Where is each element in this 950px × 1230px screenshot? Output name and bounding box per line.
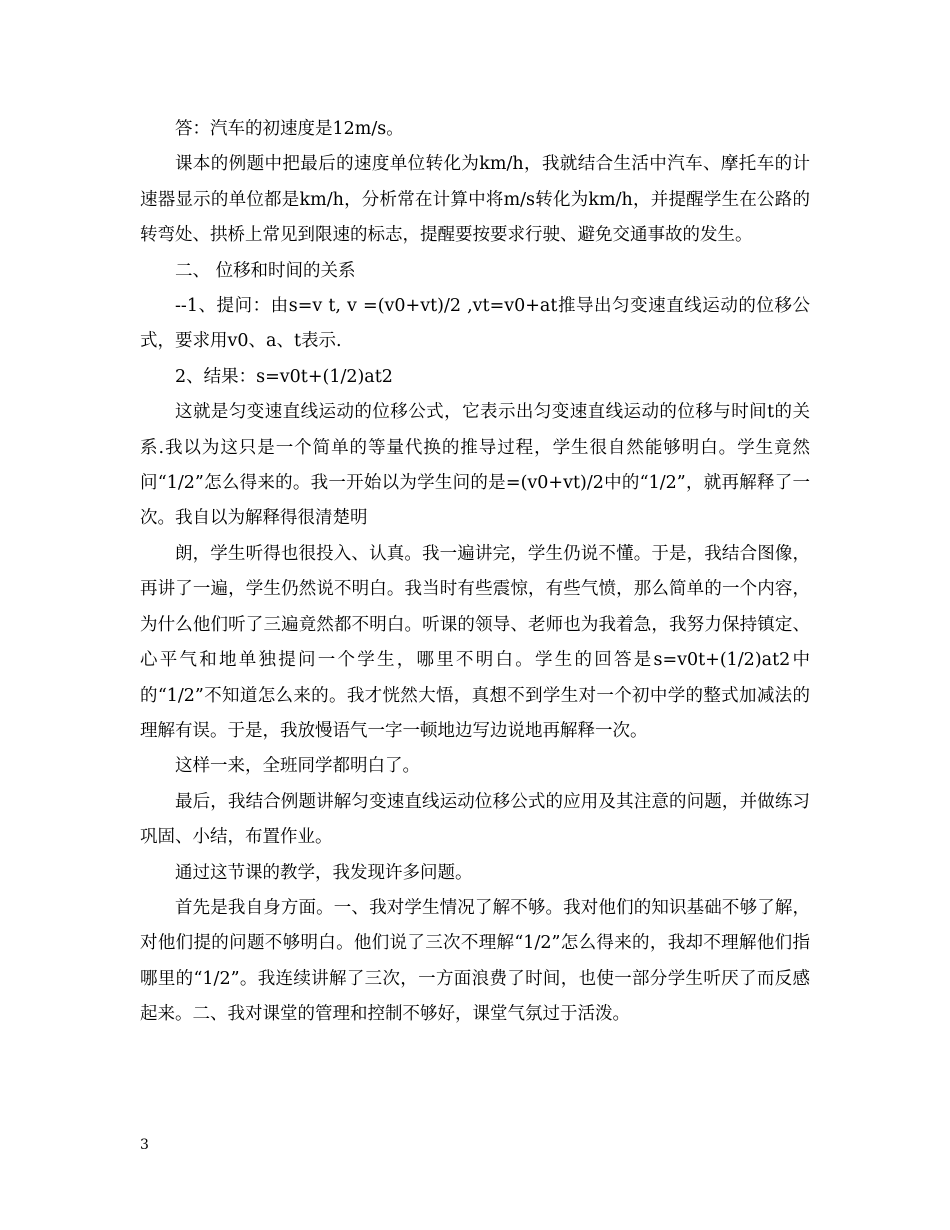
paragraph-class-understood: 这样一来，全班同学都明白了。 <box>175 756 420 777</box>
paragraph-result: 2、结果：s=v0t+(1/2)at2 <box>175 366 393 387</box>
section-heading: 二、 位移和时间的关系 <box>175 260 356 281</box>
paragraph-question: --1、提问：由s=v t, v =(v0+vt)/2 ,vt=v0+at推导出匀变速直线运动的位移公式，要求用v0、a、t表示. <box>140 296 810 352</box>
page-number: 3 <box>140 1137 149 1153</box>
paragraph-self-reflection: 首先是我自身方面。一、我对学生情况了解不够。我对他们的知识基础不够了解，对他们提的问题不够明白。他们说了三次不理解“1/2”怎么得来的，我却不理解他们指哪里的“1/2”。我连续讲解了三次，一方面浪费了时间，也使一部分学生听厌了而反感起来。二、我对课堂的管理和控制不够好，课堂气氛过于活泼。 <box>140 897 810 1025</box>
paragraph-student-confusion: 朗，学生听得也很投入、认真。我一遍讲完，学生仍说不懂。于是，我结合图像，再讲了一遍，学生仍然说不明白。我当时有些震惊，有些气愤，那么简单的一个内容，为什么他们听了三遍竟然都不明白。听课的领导、老师也为我着急，我努力保持镇定、心平气和地单独提问一个学生，哪里不明白。学生的回答是s=v0t+(1/2)at2中的“1/2”不知道怎么来的。我才恍然大悟，真想不到学生对一个初中学的整式加减法的理解有误。于是，我放慢语气一字一顿地边写边说地再解释一次。 <box>140 543 810 741</box>
paragraph-unit-conversion: 课本的例题中把最后的速度单位转化为km/h，我就结合生活中汽车、摩托车的计速器显示的单位都是km/h，分析常在计算中将m/s转化为km/h，并提醒学生在公路的转弯处、拱桥上常见到限速的标志，提醒要按要求行驶、避免交通事故的发生。 <box>140 154 810 246</box>
document-body <box>140 112 810 1033</box>
paragraph-lesson-wrapup: 最后，我结合例题讲解匀变速直线运动位移公式的应用及其注意的问题，并做练习巩固、小结，布置作业。 <box>140 791 810 848</box>
paragraph-reflection-intro: 通过这节课的教学，我发现许多问题。 <box>175 862 473 883</box>
paragraph-answer: 答：汽车的初速度是12m/s。 <box>175 119 404 139</box>
paragraph-formula-explanation: 这就是匀变速直线运动的位移公式，它表示出匀变速直线运动的位移与时间t的关系.我以为这只是一个简单的等量代换的推导过程，学生很自然能够明白。学生竟然问“1/2”怎么得来的。我一开始以为学生问的是=(v0+vt)/2中的“1/2”，就再解释了一次。我自以为解释得很清楚明 <box>140 402 810 529</box>
